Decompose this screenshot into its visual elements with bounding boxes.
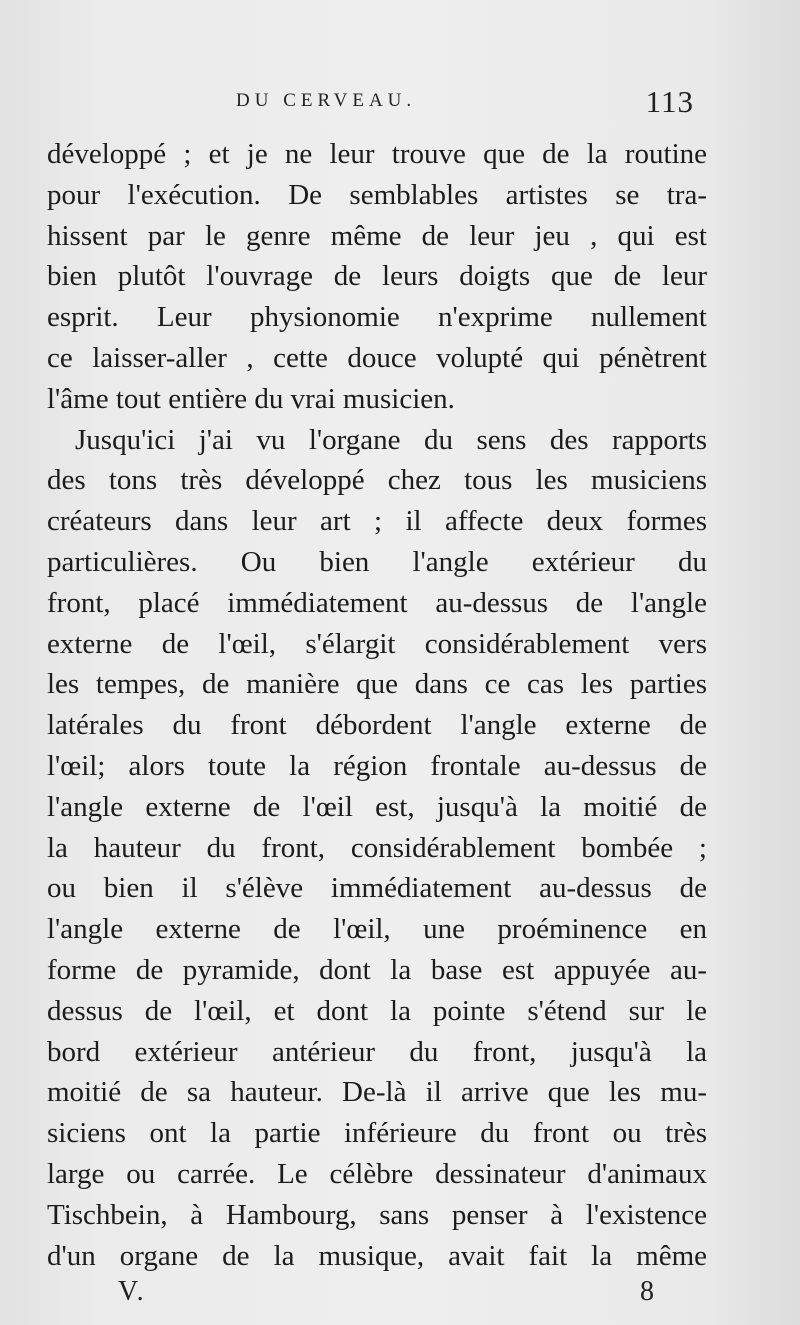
text-line: particulières. Ou bien l'angle extérieur du xyxy=(47,545,707,578)
text-line: latérales du front débordent l'angle externe de xyxy=(47,709,707,742)
text-line: moitié de sa hauteur. De-là il arrive que les mu- xyxy=(47,1076,707,1109)
text-line: bien plutôt l'ouvrage de leurs doigts que de leur xyxy=(47,260,707,293)
page-number: 113 xyxy=(645,84,694,119)
page-footer xyxy=(0,1276,800,1316)
page-header xyxy=(0,84,800,128)
text-line: esprit. Leur physionomie n'exprime nullement xyxy=(47,301,707,334)
paragraph-start-line: Jusqu'ici j'ai vu l'organe du sens des rapports xyxy=(75,423,707,456)
text-line: siciens ont la partie inférieure du front ou très xyxy=(47,1117,707,1150)
text-line: la hauteur du front, considérablement bombée ; xyxy=(47,831,707,864)
text-line: forme de pyramide, dont la base est appuyée au- xyxy=(47,953,707,986)
text-line: externe de l'œil, s'élargit considérablement vers xyxy=(47,627,707,660)
signature-mark: V. xyxy=(118,1276,146,1307)
text-line: Tischbein, à Hambourg, sans penser à l'existence xyxy=(47,1198,707,1231)
text-line: dessus de l'œil, et dont la pointe s'étend sur le xyxy=(47,994,707,1027)
text-line: l'angle externe de l'œil, une proéminence en xyxy=(47,913,707,946)
text-line: hissent par le genre même de leur jeu , qui est xyxy=(47,219,707,252)
body-text xyxy=(47,134,707,1276)
text-line: d'un organe de la musique, avait fait la même xyxy=(47,1239,707,1272)
text-line: bord extérieur antérieur du front, jusqu'à la xyxy=(47,1035,707,1068)
text-line: l'angle externe de l'œil est, jusqu'à la moitié de xyxy=(47,790,707,823)
text-line: large ou carrée. Le célèbre dessinateur d'animaux xyxy=(47,1157,707,1190)
text-line: front, placé immédiatement au-dessus de l'angle xyxy=(47,586,707,619)
folio-number: 8 xyxy=(640,1276,654,1307)
text-line: des tons très développé chez tous les musiciens xyxy=(47,464,707,497)
text-line: les tempes, de manière que dans ce cas les parties xyxy=(47,668,707,701)
paragraph-end-line: l'âme tout entière du vrai musicien. xyxy=(47,382,455,415)
text-line: développé ; et je ne leur trouve que de la routine xyxy=(47,138,707,170)
text-line: créateurs dans leur art ; il affecte deux formes xyxy=(47,505,707,538)
text-line: pour l'exécution. De semblables artistes se tra- xyxy=(47,178,707,211)
running-head: DU CERVEAU. xyxy=(236,90,417,111)
text-line: ce laisser-aller , cette douce volupté qui pénètrent xyxy=(47,341,707,374)
text-line: ou bien il s'élève immédiatement au-dessus de xyxy=(47,872,707,905)
text-line: l'œil; alors toute la région frontale au-dessus de xyxy=(47,749,707,782)
